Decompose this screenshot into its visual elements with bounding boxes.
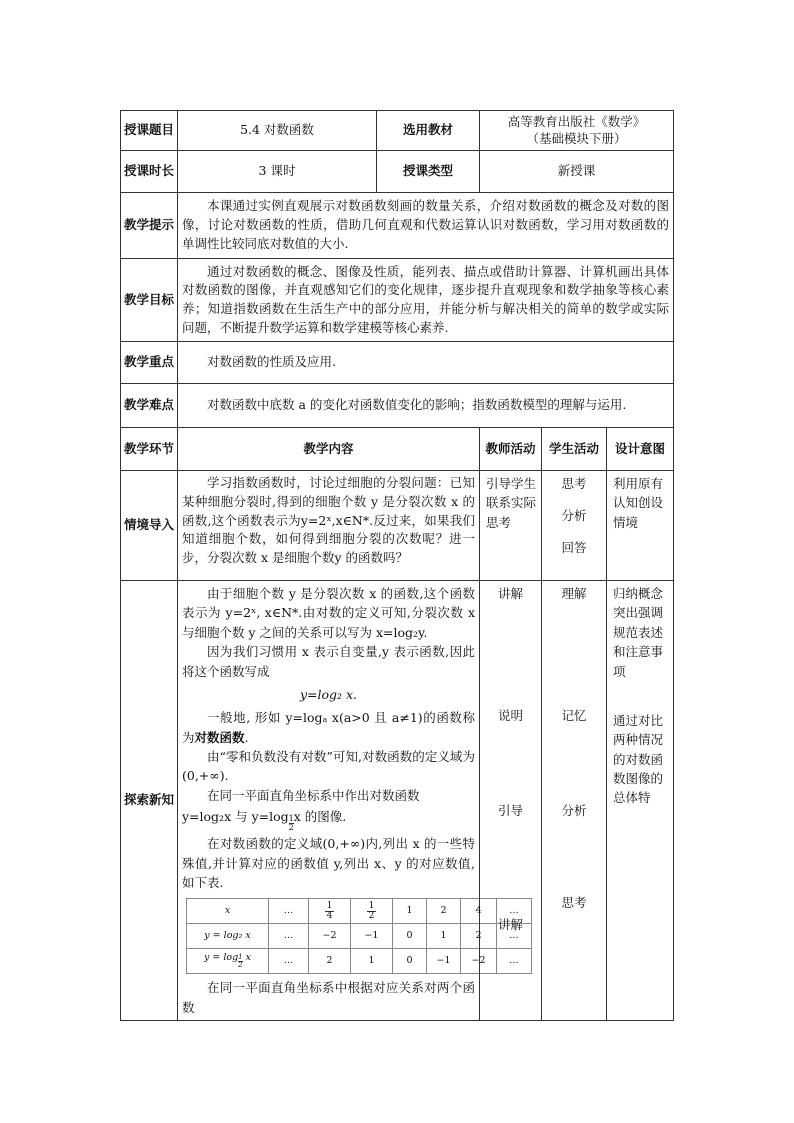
explore-intent xyxy=(607,581,674,1021)
value-cell-frac: $\frac{1}{2}$ xyxy=(351,899,393,924)
explore-p3-end: . xyxy=(244,729,249,745)
explore-p6-a: y=log₂x 与 y= xyxy=(182,809,270,825)
explore-teacher-4: 讲解 xyxy=(497,917,523,932)
goals-text: 通过对数函数的概念、图像及性质，能列表、描点或借助计算器、计算机画出具体对数函数的图像，并直观感知它们的变化规律，逐步提升直观现象和数学抽象等核心素养；知道指数函数在生活生产中的部分应用，并能分析与解决相关的简单的数学或实际问题，不断提升数学运算和数学建模等核心素养. xyxy=(182,263,670,335)
explore-p6-c: x 的图像. xyxy=(293,809,347,825)
goals-row xyxy=(121,259,674,342)
value-cell: 0 xyxy=(393,949,427,974)
value-cell: −2 xyxy=(461,949,497,974)
difficulty-cell xyxy=(178,384,674,428)
col-stage: 教学环节 xyxy=(121,428,178,471)
explore-stage: 探索新知 xyxy=(121,581,178,1021)
explore-intent-2: 通过对比两种情况的对数函数图像的总体特 xyxy=(613,712,664,806)
intro-student-1: 思考 xyxy=(561,476,587,491)
col-content: 教学内容 xyxy=(178,428,480,471)
type-value: 新授课 xyxy=(480,151,674,193)
value-row-log2-label: y = log₂ x xyxy=(187,924,269,949)
explore-student-2: 记忆 xyxy=(561,708,587,723)
duration-row xyxy=(121,151,674,193)
intro-student-2: 分析 xyxy=(561,508,587,523)
col-intent: 设计意图 xyxy=(607,428,674,471)
value-cell: … xyxy=(497,949,532,974)
type-label: 授课类型 xyxy=(377,151,480,193)
explore-p4: 由“零和负数没有对数”可知,对数函数的定义域为(0,+∞). xyxy=(182,749,475,784)
goals-cell xyxy=(178,259,674,342)
value-cell-frac: $\frac{1}{4}$ xyxy=(309,899,351,924)
explore-intent-1: 归纳概念突出强调规范表述和注意事项 xyxy=(613,586,664,679)
explore-p6-b: log xyxy=(269,809,289,825)
tips-label: 教学提示 xyxy=(121,193,178,259)
key-label: 教学重点 xyxy=(121,342,178,384)
intro-text: 学习指数函数时，讨论过细胞的分裂问题：已知某种细胞分裂时,得到的细胞个数 y 是分裂次数 x 的函数,这个函数表示为y=2ˣ,x∈N*.反过来，如果我们知道细胞个数，如何得到细胞分裂的次数呢？进一步，分裂次数 x 是细胞个数y 的函数吗？ xyxy=(182,475,475,565)
tips-row xyxy=(121,193,674,259)
value-cell: 2 xyxy=(461,924,497,949)
topic-label: 授课题目 xyxy=(121,111,178,151)
textbook-line1: 高等教育出版社《数学》 xyxy=(507,114,646,130)
explore-p3 xyxy=(182,708,475,747)
explore-p1: 由于细胞个数 y 是分裂次数 x 的函数,这个函数表示为 y=2ˣ, x∈N*.由对数的定义可知,分裂次数 x 与细胞个数 y 之间的关系可以写为 x=log₂y. xyxy=(182,586,475,640)
explore-teacher-2: 说明 xyxy=(497,708,523,723)
explore-p3-bold: 对数函数 xyxy=(194,729,245,745)
explore-p6 xyxy=(182,807,475,832)
duration-label: 授课时长 xyxy=(121,151,178,193)
key-text: 对数函数的性质及应用. xyxy=(207,354,336,370)
explore-student-3: 分析 xyxy=(561,803,587,818)
value-cell: 1 xyxy=(351,949,393,974)
intro-row xyxy=(121,471,674,581)
textbook-label: 选用教材 xyxy=(377,111,480,151)
intro-stage: 情境导入 xyxy=(121,471,178,581)
goals-label: 教学目标 xyxy=(121,259,178,342)
value-cell: 4 xyxy=(461,899,497,924)
textbook-line2: （基础模块下册） xyxy=(526,130,627,146)
difficulty-row xyxy=(121,384,674,428)
intro-intent: 利用原有认知创设情境 xyxy=(607,471,674,581)
topic-row xyxy=(121,111,674,151)
key-cell xyxy=(178,342,674,384)
textbook-value xyxy=(480,111,674,151)
intro-student-3: 回答 xyxy=(561,540,587,555)
tips-text: 本课通过实例直观展示对数函数刻画的数量关系，介绍对数函数的概念及对数的图像，讨论对数函数的性质，借助几何直观和代数运算认识对数函数，学习用对数函数的单调性比较同底对数值的大小. xyxy=(182,198,670,251)
value-cell: 2 xyxy=(309,949,351,974)
value-cell: … xyxy=(269,899,309,924)
col-student: 学生活动 xyxy=(542,428,607,471)
explore-formula1: y=log₂ x. xyxy=(299,686,358,702)
value-cell: … xyxy=(269,949,309,974)
explore-student-4: 思考 xyxy=(561,895,587,910)
explore-p7: 在对数函数的定义域(0,+∞)内,列出 x 的一些特殊值,并计算对应的函数值 y,列出 x、y 的对应数值,如下表. xyxy=(182,836,475,890)
value-cell: −1 xyxy=(351,924,393,949)
intro-content xyxy=(178,471,480,581)
columns-header-row xyxy=(121,428,674,471)
explore-p3-text: 一般地, 形如 y=logₐ x(a>0 且 a≠1)的函数称为 xyxy=(182,710,475,745)
explore-p8: 在同一平面直角坐标系中根据对应关系对两个函数 xyxy=(182,980,475,1015)
value-cell: … xyxy=(269,924,309,949)
difficulty-text: 对数函数中底数 a 的变化对函数值变化的影响；指数函数模型的理解与运用. xyxy=(207,397,627,413)
value-cell: −2 xyxy=(309,924,351,949)
value-table xyxy=(186,898,532,974)
explore-student-1: 理解 xyxy=(561,586,587,601)
intro-student xyxy=(542,471,607,581)
explore-p5: 在同一平面直角坐标系中作出对数函数 xyxy=(207,787,420,803)
value-cell: 1 xyxy=(393,899,427,924)
intro-teacher: 引导学生联系实际思考 xyxy=(480,471,542,581)
explore-p2: 因为我们习惯用 x 表示自变量,y 表示函数,因此将这个函数写成 xyxy=(182,644,475,679)
difficulty-label: 教学难点 xyxy=(121,384,178,428)
value-cell: −1 xyxy=(427,949,461,974)
value-cell: … xyxy=(497,924,532,949)
value-cell: 1 xyxy=(427,924,461,949)
lesson-plan-table xyxy=(120,110,674,1021)
key-row xyxy=(121,342,674,384)
tips-cell xyxy=(178,193,674,259)
explore-teacher-3: 引导 xyxy=(497,803,523,818)
value-row-loghalf-label: y = log $\frac{1}{2}$ x xyxy=(187,949,269,974)
value-row-x-label: x xyxy=(187,899,269,924)
topic-value: 5.4 对数函数 xyxy=(178,111,377,151)
log-half-base: $\frac{1}{2}$ xyxy=(288,814,294,833)
duration-value: 3 课时 xyxy=(178,151,377,193)
value-cell: … xyxy=(497,899,532,924)
value-cell: 2 xyxy=(427,899,461,924)
col-teacher: 教师活动 xyxy=(480,428,542,471)
value-cell: 0 xyxy=(393,924,427,949)
explore-student xyxy=(542,581,607,1021)
explore-row xyxy=(121,581,674,1021)
explore-teacher-1: 讲解 xyxy=(497,586,523,601)
